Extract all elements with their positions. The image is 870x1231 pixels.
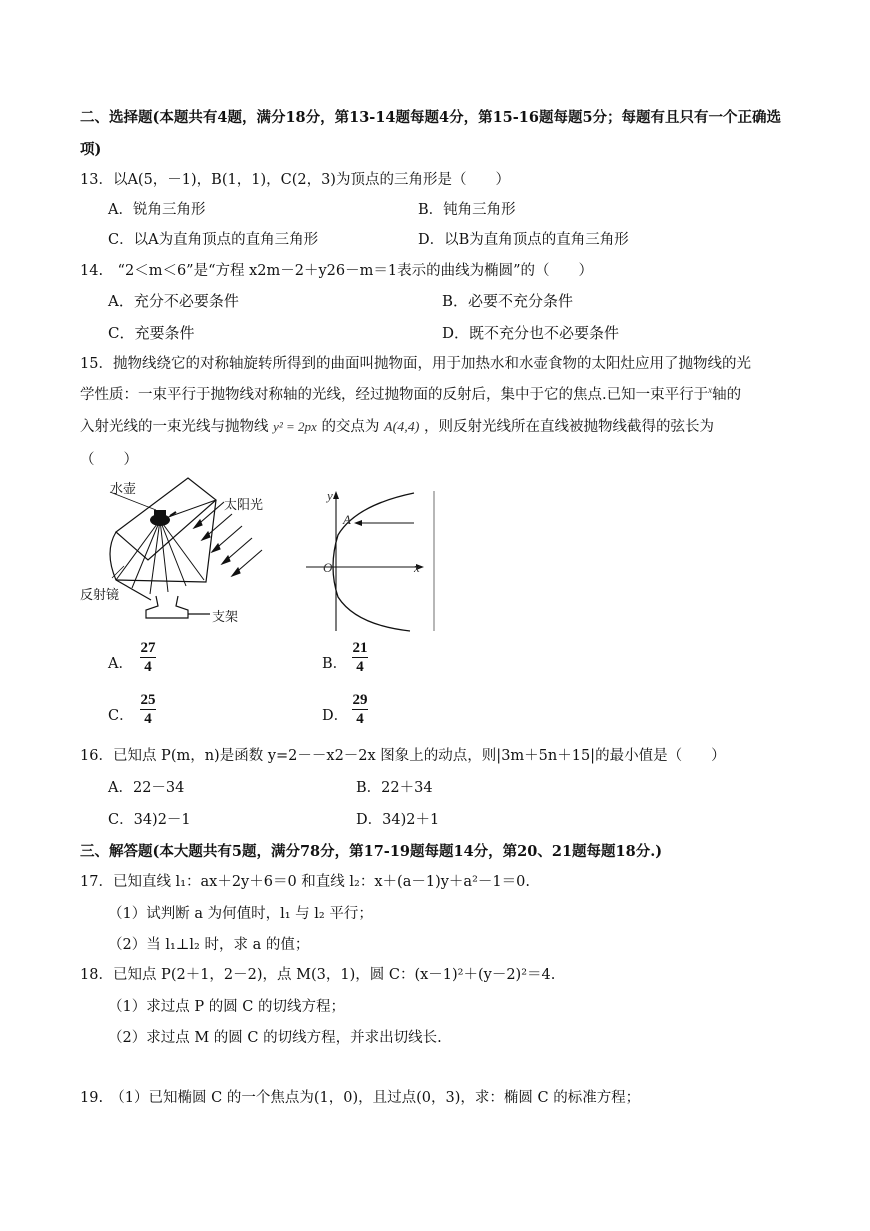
- question-15-option-d-fraction: 29 4: [352, 692, 368, 727]
- question-14-option-d: D．既不充分也不必要条件: [442, 324, 620, 342]
- sunlight-label: 太阳光: [224, 498, 264, 513]
- question-13-option-b: B．钝角三角形: [418, 202, 516, 218]
- question-15-option-b-label: B．: [322, 656, 348, 672]
- question-15-line3: 入射光线的一束光线与抛物线 y² = 2px 的交点为 A(4,4) ，则反射光线所在直线被抛物线截得的弦长为: [80, 419, 715, 435]
- question-15-line1: 15．抛物线绕它的对称轴旋转所得到的曲面叫抛物面，用于加热水和水壶食物的太阳灶应用了抛物线的光: [80, 356, 751, 372]
- question-18-part2: （2）求过点 M 的圆 C 的切线方程，并求出切线长.: [108, 1030, 442, 1046]
- question-14-option-c: C．充要条件: [108, 324, 195, 342]
- stand-shape: [146, 596, 210, 618]
- question-16-option-c: C．34)2－1: [108, 812, 191, 828]
- sunlight-arrows: [194, 502, 262, 576]
- question-14-option-b: B．必要不充分条件: [442, 292, 574, 310]
- parabola-figure: [296, 485, 436, 633]
- question-14-stem: 14. “2＜m＜6”是“方程 x2m－2＋y26－m＝1表示的曲线为椭圆”的（ ）: [80, 263, 594, 279]
- question-16-option-b: B．22＋34: [356, 780, 433, 796]
- section-3-header: 三、解答题(本大题共有5题，满分78分，第17-19题每题14分，第20、21题每题18分.): [80, 843, 663, 860]
- point-a-label: A: [343, 512, 351, 527]
- question-15-option-a-label: A．: [108, 656, 133, 672]
- y-axis-label: y: [327, 488, 333, 503]
- question-15-line2: 学性质：一束平行于抛物线对称轴的光线，经过抛物面的反射后，集中于它的焦点.已知一束平行于$^x$轴的: [80, 385, 742, 403]
- x-axis-label: x: [414, 560, 420, 575]
- stand-label: 支架: [212, 610, 239, 625]
- question-15-option-d-label: D．: [322, 708, 349, 724]
- question-17-stem: 17．已知直线 l₁：ax＋2y＋6＝0 和直线 l₂：x＋(a－1)y＋a²－1＝0.: [80, 874, 530, 890]
- question-13-stem: 13．以A(5，－1)，B(1，1)，C(2，3)为顶点的三角形是（ ）: [80, 172, 510, 188]
- question-13-option-c: C．以A为直角顶点的直角三角形: [108, 232, 319, 248]
- origin-label: O: [323, 560, 333, 575]
- question-16-option-a: A．22－34: [108, 780, 185, 796]
- question-15-option-c-fraction: 25 4: [140, 692, 156, 727]
- question-13-option-a: A．锐角三角形: [108, 202, 206, 218]
- question-18-stem: 18．已知点 P(2＋1，2－2)，点 M(3，1)，圆 C：(x－1)²＋(y－2)²＝4.: [80, 967, 556, 983]
- parabola-equation: y² = 2px: [273, 419, 317, 434]
- question-15-line4: （ ）: [80, 452, 138, 468]
- section-2-header-line1: 二、选择题(本题共有4题，满分18分，第13-14题每题4分，第15-16题每题5分；每题有且只有一个正确选: [80, 109, 782, 126]
- kettle-label: 水壶: [110, 482, 137, 497]
- question-19-stem: 19. （1）已知椭圆 C 的一个焦点为(1，0)，且过点(0，3)，求：椭圆 C 的标准方程；: [80, 1090, 641, 1106]
- question-13-option-d: D．以B为直角顶点的直角三角形: [418, 232, 629, 248]
- question-14-option-a: A．充分不必要条件: [108, 292, 239, 310]
- question-15-option-a-fraction: 27 4: [140, 640, 156, 675]
- mirror-label: 反射镜: [80, 588, 120, 603]
- question-15-option-c-label: C．: [108, 708, 134, 724]
- question-17-part2: （2）当 l₁⊥l₂ 时，求 a 的值；: [108, 937, 310, 953]
- question-17-part1: （1）试判断 a 为何值时，l₁ 与 l₂ 平行；: [108, 906, 373, 922]
- kettle-icon: [150, 510, 176, 526]
- section-2-header-line2: 项): [80, 141, 102, 158]
- question-18-part1: （1）求过点 P 的圆 C 的切线方程；: [108, 999, 346, 1015]
- question-16-option-d: D．34)2＋1: [356, 812, 440, 828]
- question-16-stem: 16．已知点 P(m，n)是函数 y=2－－x2－2x 图象上的动点，则|3m＋5n＋15|的最小值是（ ）: [80, 748, 726, 764]
- intersection-point: A(4,4): [384, 420, 420, 435]
- question-15-option-b-fraction: 21 4: [352, 640, 368, 675]
